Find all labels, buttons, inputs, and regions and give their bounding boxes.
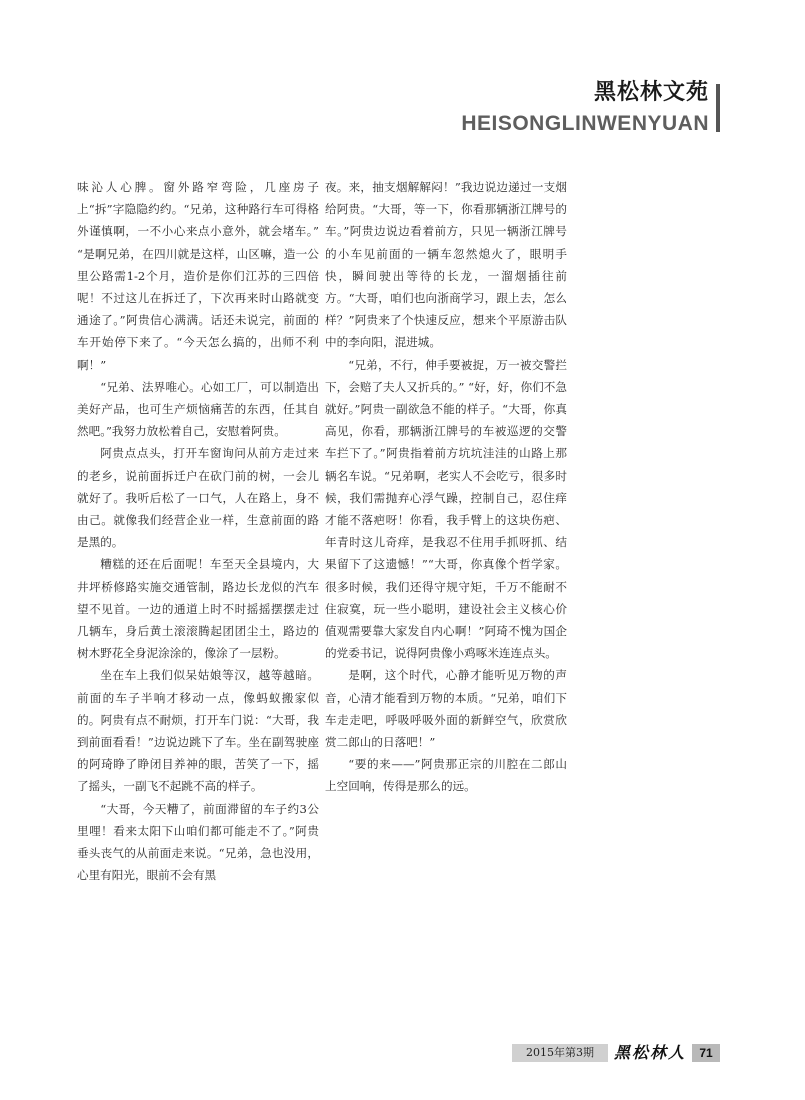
paragraph: 糟糕的还在后面呢！车至天全县境内，大井坪桥修路实施交通管制，路边长龙似的汽车望不见首。一边的通道上时不时摇摇摆摆走过几辆车，身后黄土滚滚腾起团团尘土，路边的树木野花全身泥涂涂的，像涂了一层粉。	[77, 557, 319, 661]
paragraph: “要的来——”阿贵那正宗的川腔在二郎山上空回响，传得是那么的远。	[325, 757, 567, 794]
paragraph: “大哥，今天糟了，前面滞留的车子约3公里哩！看来太阳下山咱们都可能走不了。”阿贵垂头丧气的从前面走来说。“兄弟，急也没用，心里有阳光，眼前不会有黑	[77, 801, 319, 883]
section-header	[461, 78, 709, 138]
header-divider	[716, 84, 720, 132]
paragraph: 阿贵点点头，打开车窗询问从前方走过来的老乡，说前面拆迁户在砍门前的树，一会儿就好了。我听后松了一口气，人在路上，身不由己。就像我们经营企业一样，生意前面的路是黑的。	[77, 446, 319, 550]
issue-label: 2015年第3期	[512, 1044, 608, 1062]
paragraph: 坐在车上我们似呆姑娘等汉，越等越暗。前面的车子半响才移动一点，像蚂蚁搬家似的。阿贵有点不耐烦，打开车门说：“大哥，我到前面看看！”边说边跳下了车。坐在副驾驶座的阿琦睁了睁闭目养神的眼，苦笑了一下，摇了摇头，一副飞不起跳不高的样子。	[77, 668, 319, 794]
paragraph: “兄弟、法界唯心。心如工厂，可以制造出美好产品，也可生产烦恼痛苦的东西，任其自然吧。”我努力放松着自己，安慰着阿贵。	[77, 379, 319, 439]
magazine-logo: 黑松林人	[614, 1043, 687, 1062]
left-column	[77, 176, 319, 887]
page-number: 71	[692, 1044, 720, 1062]
section-title: 黑松林文苑	[593, 80, 709, 105]
paragraph: 夜。来，抽支烟解解闷！”我边说边递过一支烟给阿贵。“大哥，等一下，你看那辆浙江牌号的车。”阿贵边说边看着前方，只见一辆浙江牌号的小车见前面的一辆车忽然熄火了，眼明手快，瞬间驶出等待的长龙，一溜烟插往前方。“大哥，咱们也向浙商学习，跟上去，怎么样？”阿贵来了个快速反应，想来个平原游击队中的李向阳，混进城。	[325, 180, 567, 350]
right-column	[325, 176, 567, 798]
paragraph: 味沁人心脾。窗外路窄弯险，几座房子上“拆”字隐隐约约。“兄弟，这种路行车可得格外谨慎啊，一不小心来点小意外，就会堵车。” “是啊兄弟，在四川就是这样，山区嘛，造一公里公路需1-2个月，造价是你们江苏的三四倍呢！不过这儿在拆迁了，下次再来时山路就变通途了。”阿贵信心满满。话还未说完，前面的车开始停下来了。“今天怎么搞的，出师不利啊！”	[77, 180, 319, 372]
section-title-pinyin: HEISONGLINWENYUAN	[461, 112, 709, 135]
paragraph: “兄弟，不行，伸手要被捉，万一被交警拦下，会赔了夫人又折兵的。” “好，好，你们不急就好。”阿贵一副欲急不能的样子。“大哥，你真高见，你看，那辆浙江牌号的车被巡逻的交警车拦下了。”阿贵指着前方坑坑洼洼的山路上那辆名车说。“兄弟啊，老实人不会吃亏，很多时候，我们需抛弃心浮气躁，控制自己，忍住痒才能不落疤呀！你看，我手臂上的这块伤疤、年青时这儿奇痒，是我忍不住用手抓呀抓、结果留下了这遗憾！”“大哥，你真像个哲学家。很多时候，我们还得守规守矩，千万不能耐不住寂寞，玩一些小聪明，建设社会主义核心价值观需要靠大家发自内心啊！”阿琦不愧为国企的党委书记，说得阿贵像小鸡啄米连连点头。	[325, 357, 567, 661]
paragraph: 是啊，这个时代，心静才能听见万物的声音，心清才能看到万物的本质。“兄弟，咱们下车走走吧，呼吸呼吸外面的新鲜空气，欣赏欣赏二郎山的日落吧！”	[325, 668, 567, 750]
